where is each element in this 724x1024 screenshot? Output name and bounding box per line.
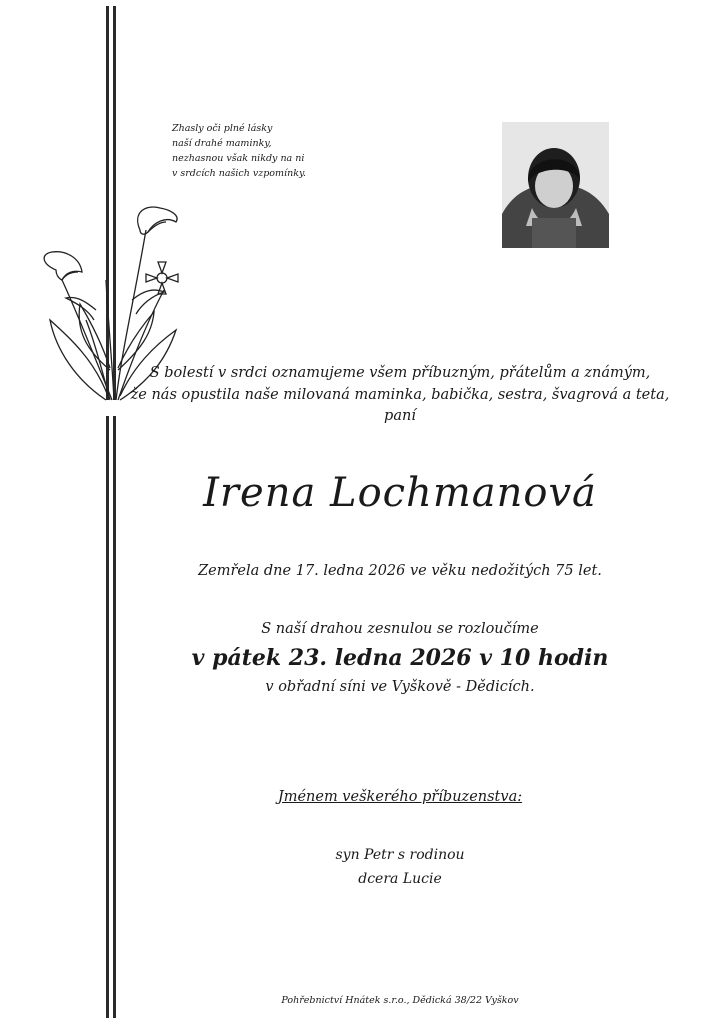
decorative-line-right	[113, 6, 116, 1018]
funeral-home-footer: Pohřebnictví Hnátek s.r.o., Dědická 38/22 Vyškov	[281, 995, 519, 1006]
verse-line: Zhasly oči plné lásky	[172, 123, 273, 134]
farewell-intro: S naší drahou zesnulou se rozloučíme	[261, 621, 539, 637]
announcement-line: že nás opustila naše milovaná maminka, babička, sestra, švagrová a teta,	[130, 386, 670, 403]
signature-line: syn Petr s rodinou	[335, 847, 465, 863]
memorial-verse	[172, 121, 342, 181]
announcement-line: paní	[384, 408, 416, 424]
announcement-line: S bolestí v srdci oznamujeme všem příbuzným, přátelům a známým,	[149, 365, 651, 381]
portrait-photo	[502, 122, 609, 248]
deceased-name: Irena Lochmanová	[203, 470, 597, 516]
verse-line: naší drahé maminky,	[172, 138, 272, 149]
decorative-line-left	[106, 6, 109, 1018]
announcement-text	[120, 363, 680, 428]
verse-line: nezhasnou však nikdy na ni	[172, 153, 305, 164]
family-signatures	[120, 843, 680, 891]
death-notice: Zemřela dne 17. ledna 2026 ve věku nedožitých 75 let.	[198, 563, 602, 579]
funeral-place: v obřadní síni ve Vyškově - Dědicích.	[265, 679, 535, 695]
signature-line: dcera Lucie	[358, 871, 442, 887]
signature-heading: Jménem veškerého příbuzenstva:	[277, 789, 523, 805]
funeral-date: v pátek 23. ledna 2026 v 10 hodin	[191, 645, 609, 671]
verse-line: v srdcích našich vzpomínky.	[172, 168, 307, 179]
